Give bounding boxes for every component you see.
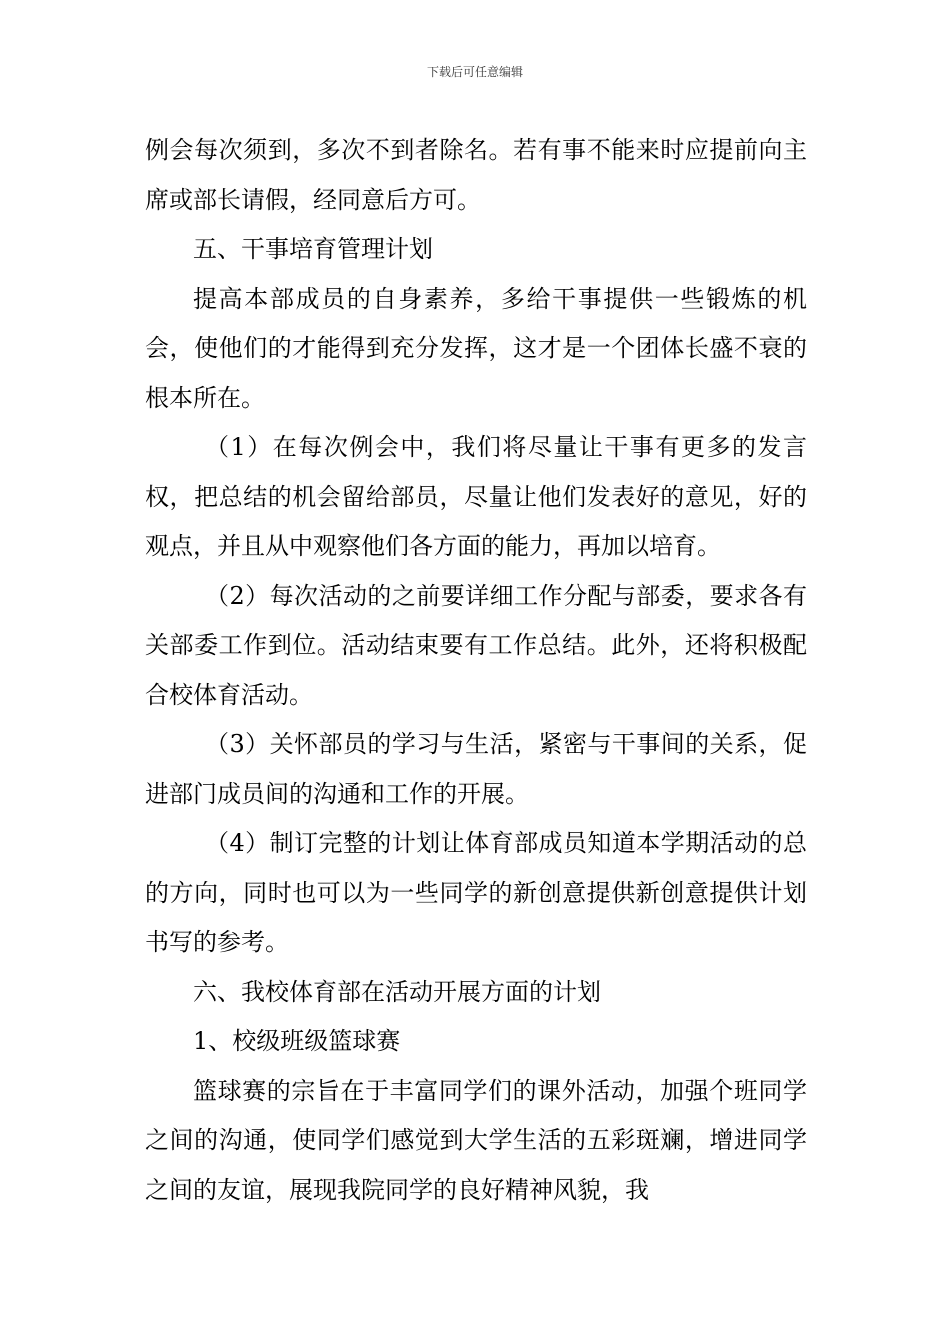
subheading-basketball: 1、校级班级篮球赛: [193, 1027, 401, 1055]
section-heading-activity-plan: 六、我校体育部在活动开展方面的计划: [193, 977, 601, 1006]
paragraph-meeting-attendance: 例会每次须到，多次不到者除名。若有事不能来时应提前向主席或部长请假，经同意后方可。: [145, 136, 807, 214]
document-body: [145, 126, 807, 1215]
list-item-3: （3）关怀部员的学习与生活，紧密与干事间的关系，促进部门成员间的沟通和工作的开展。: [145, 730, 807, 808]
section-heading-cadre-training: 五、干事培育管理计划: [193, 235, 433, 263]
paragraph-basketball-purpose: 篮球赛的宗旨在于丰富同学们的课外活动，加强个班同学之间的沟通，使同学们感觉到大学生活的五彩斑斓，增进同学之间的友谊，展现我院同学的良好精神风貌，我: [145, 1076, 807, 1204]
page-header: 下载后可任意编辑: [426, 65, 523, 79]
list-item-1: （1）在每次例会中，我们将尽量让干事有更多的发言权，把总结的机会留给部员，尽量让他们发表好的意见，好的观点，并且从中观察他们各方面的能力，再加以培育。: [145, 433, 807, 560]
list-item-4: （4）制订完整的计划让体育部成员知道本学期活动的总的方向，同时也可以为一些同学的新创意提供新创意提供计划书写的参考。: [145, 829, 807, 956]
list-item-2: （2）每次活动的之前要详细工作分配与部委，要求各有关部委工作到位。活动结束要有工作总结。此外，还将积极配合校体育活动。: [145, 581, 807, 709]
paragraph-member-quality: 提高本部成员的自身素养，多给干事提供一些锻炼的机会，使他们的才能得到充分发挥，这才是一个团体长盛不衰的根本所在。: [145, 284, 807, 412]
